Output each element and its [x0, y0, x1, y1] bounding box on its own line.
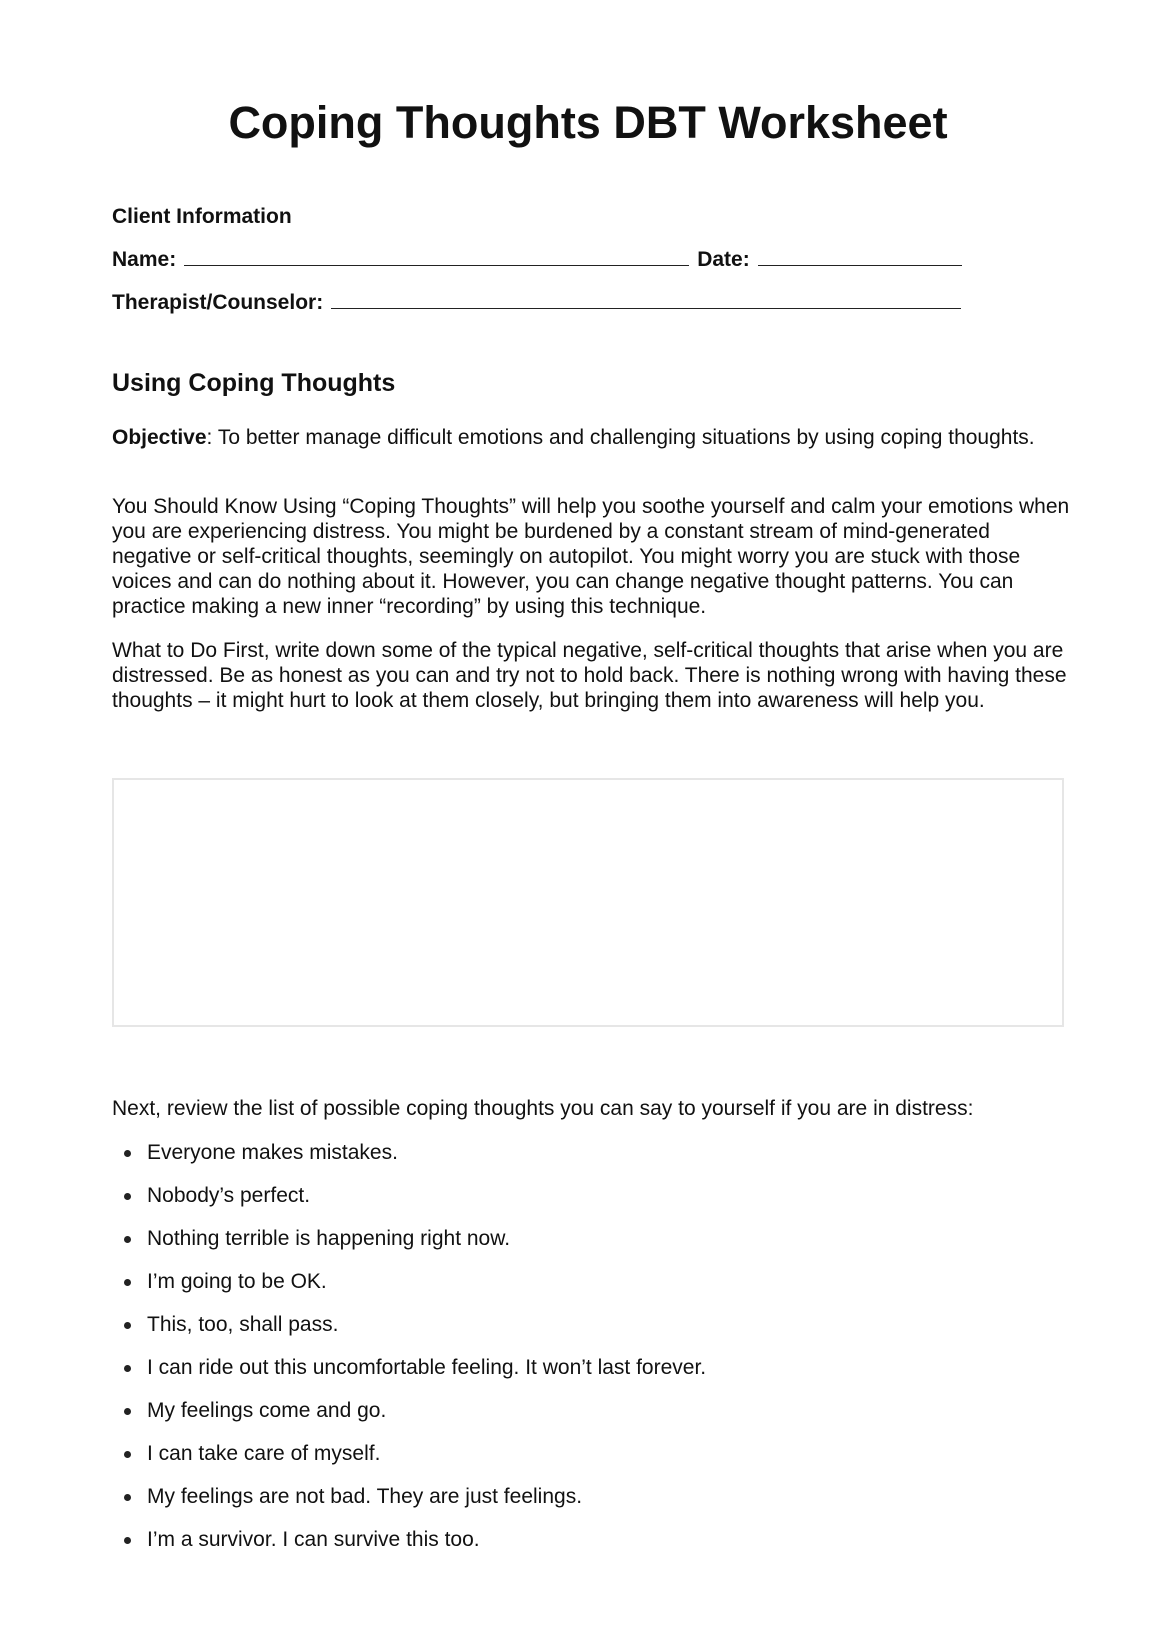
list-item	[112, 1398, 706, 1441]
list-item-text: Nothing terrible is happening right now.	[147, 1227, 511, 1250]
page-title: Coping Thoughts DBT Worksheet	[228, 97, 948, 148]
list-item-text: This, too, shall pass.	[147, 1313, 339, 1336]
bullet-icon	[124, 1451, 131, 1458]
list-item-text: I can take care of myself.	[147, 1442, 381, 1465]
list-item	[112, 1269, 706, 1312]
date-field[interactable]	[758, 247, 962, 266]
you-should-know-paragraph: You Should Know Using “Coping Thoughts” will help you soothe yourself and calm your emotions when you are experiencing distress. You might be burdened by a constant stream of mind-generated negative or self-critical thoughts, seemingly on autopilot. You might worry you are stuck with those voices and can do nothing about it. However, you can change negative thought patterns. You can practice making a new inner “recording” by using this technique.	[112, 495, 1070, 618]
objective-paragraph	[112, 425, 1072, 450]
list-item	[112, 1484, 706, 1527]
therapist-field[interactable]	[331, 290, 961, 309]
list-item	[112, 1183, 706, 1226]
list-item-text: Everyone makes mistakes.	[147, 1141, 398, 1164]
bullet-icon	[124, 1494, 131, 1501]
name-label: Name:	[112, 248, 177, 271]
coping-thoughts-list	[112, 1140, 706, 1570]
list-item	[112, 1527, 706, 1570]
section-heading: Using Coping Thoughts	[112, 369, 396, 397]
list-item	[112, 1312, 706, 1355]
date-label: Date:	[697, 248, 750, 271]
what-to-do-first-paragraph: What to Do First, write down some of the typical negative, self-critical thoughts that arise when you are distressed. Be as honest as you can and try not to hold back. There is nothing wrong with having these thoughts – it might hurt to look at them closely, but bringing them into awareness will help you.	[112, 639, 1067, 712]
list-item-text: I’m a survivor. I can survive this too.	[147, 1528, 480, 1551]
bullet-icon	[124, 1537, 131, 1544]
negative-thoughts-answer-box[interactable]	[112, 778, 1064, 1027]
bullet-icon	[124, 1279, 131, 1286]
bullet-icon	[124, 1193, 131, 1200]
list-item	[112, 1441, 706, 1484]
list-item	[112, 1226, 706, 1269]
list-item-text: Nobody’s perfect.	[147, 1184, 311, 1207]
next-intro-paragraph: Next, review the list of possible coping thoughts you can say to yourself if you are in distress:	[112, 1097, 974, 1120]
bullet-icon	[124, 1150, 131, 1157]
bullet-icon	[124, 1365, 131, 1372]
list-item-text: I can ride out this uncomfortable feeling. It won’t last forever.	[147, 1356, 707, 1379]
client-information-heading: Client Information	[112, 205, 292, 228]
objective-text: : To better manage difficult emotions and challenging situations by using coping thoughts.	[206, 426, 1035, 449]
list-item	[112, 1355, 706, 1398]
name-field[interactable]	[184, 247, 689, 266]
bullet-icon	[124, 1236, 131, 1243]
list-item-text: I’m going to be OK.	[147, 1270, 327, 1293]
bullet-icon	[124, 1408, 131, 1415]
bullet-icon	[124, 1322, 131, 1329]
list-item-text: My feelings come and go.	[147, 1399, 387, 1422]
therapist-label: Therapist/Counselor:	[112, 291, 324, 314]
objective-label: Objective	[112, 426, 207, 449]
therapist-row	[112, 290, 969, 316]
list-item	[112, 1140, 706, 1183]
list-item-text: My feelings are not bad. They are just feelings.	[147, 1485, 583, 1508]
name-date-row	[112, 247, 970, 273]
